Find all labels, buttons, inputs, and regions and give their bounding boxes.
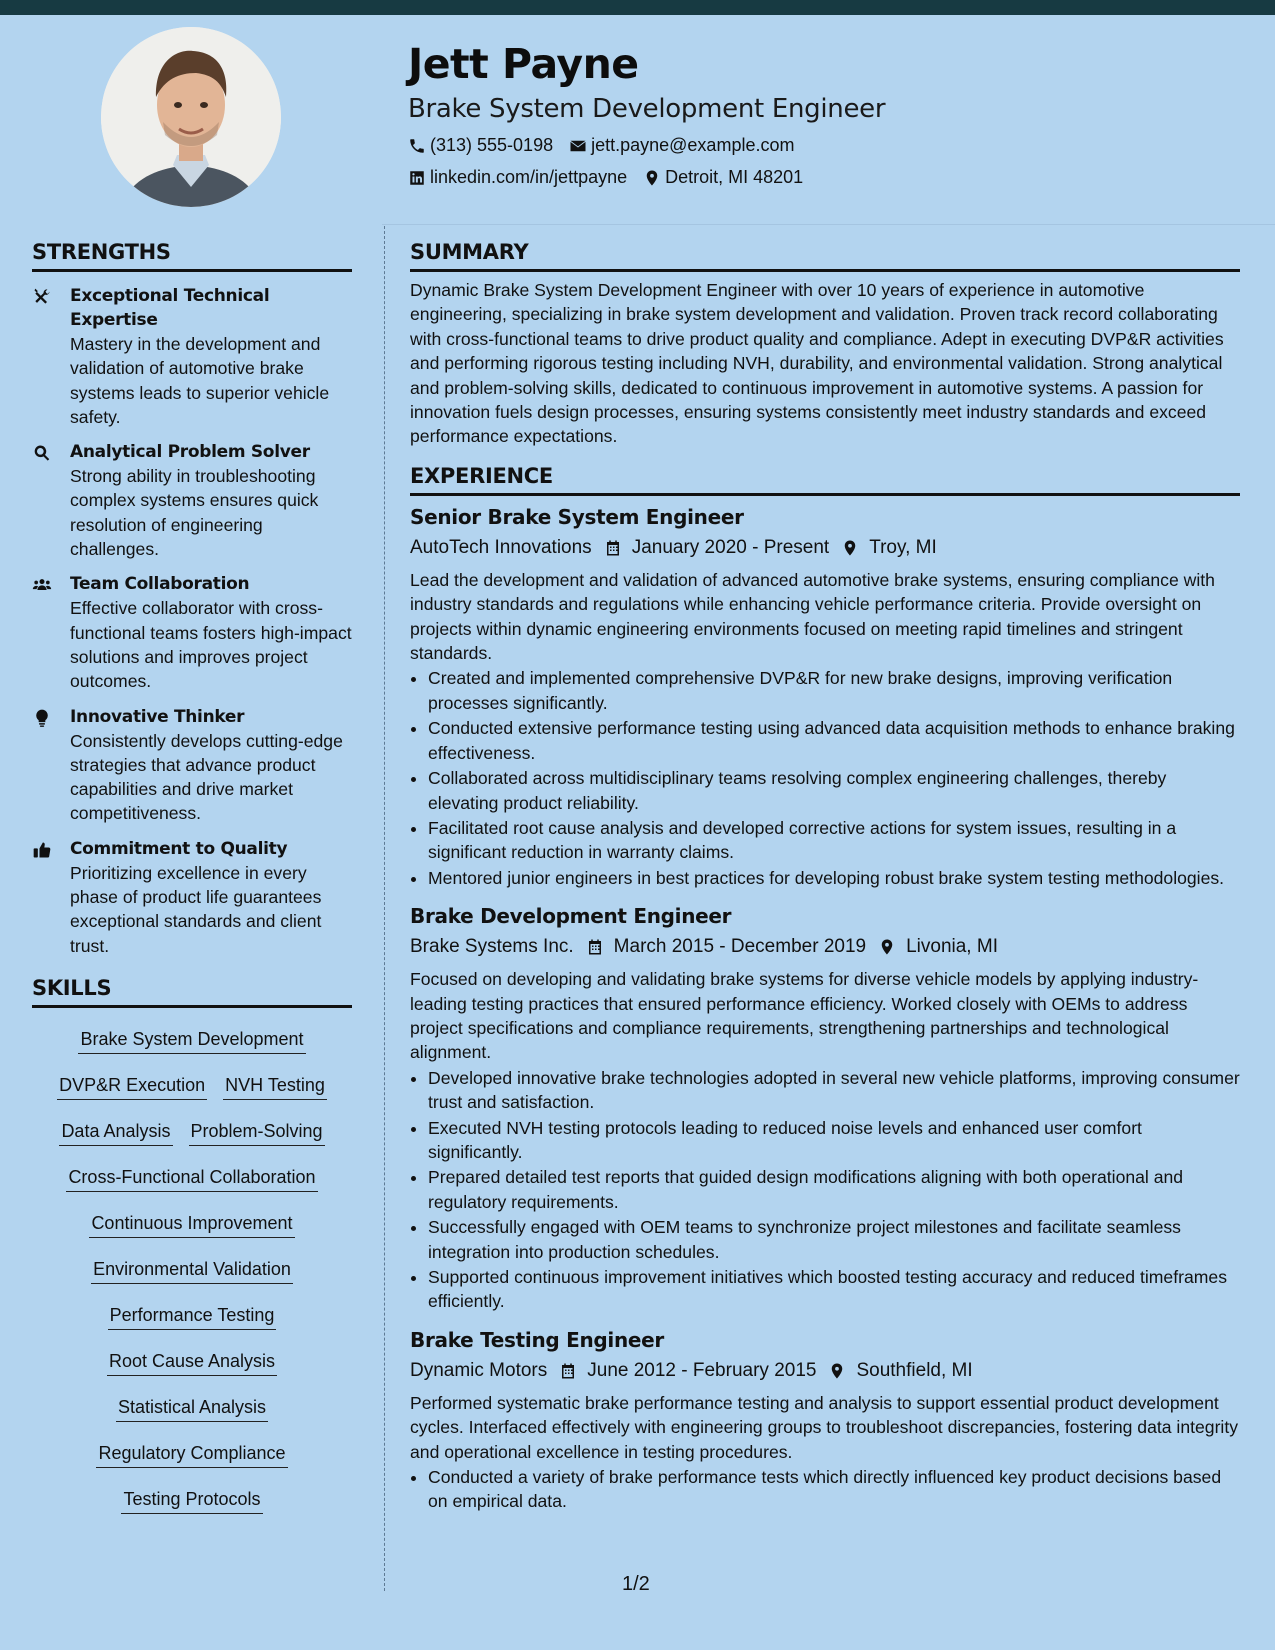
strength-title: Analytical Problem Solver (70, 442, 310, 463)
strength-desc: Effective collaborator with cross-functional teams fosters high-impact solutions and improves project outcomes. (70, 598, 352, 692)
location-text: Detroit, MI 48201 (665, 167, 804, 187)
bullet-item: • Executed NVH testing protocols leading to reduced noise levels and enhanced user comfort significantly. (428, 1116, 1240, 1165)
skill-tag: Brake System Development (78, 1027, 305, 1054)
strength-item (32, 284, 352, 429)
skill-tag: Statistical Analysis (116, 1395, 268, 1422)
job-bullets (410, 1465, 1240, 1514)
bullet-item: • Prepared detailed test reports that guided design modifications aligning with both operational and regulatory requirements. (428, 1165, 1240, 1214)
avatar-portrait (101, 27, 281, 207)
strength-desc: Consistently develops cutting-edge strategies that advance product capabilities and drive market competitiveness. (70, 730, 343, 824)
calendar-icon (604, 539, 622, 557)
company-name: Dynamic Motors (410, 1359, 548, 1381)
email-text[interactable]: jett.payne@example.com (591, 135, 795, 155)
header-divider (382, 224, 1275, 225)
bullet-item: • Collaborated across multidisciplinary teams resolving complex engineering challenges, thereby elevating product reliability. (428, 766, 1240, 815)
job-meta (410, 535, 1240, 561)
job-entry (410, 504, 1240, 890)
job-description: Focused on developing and validating brake systems for diverse vehicle models by applying industry-leading testing practices that ensured performance efficiency. Worked closely with OEMs to address project specifications and compliance requirements, strengthening partnerships and technological alignment. (410, 969, 1199, 1063)
bullet-item: • Developed innovative brake technologies adopted in several new vehicle platforms, improving consumer trust and satisfaction. (428, 1066, 1240, 1115)
phone-contact (408, 135, 553, 156)
job-entry (410, 903, 1240, 1314)
linkedin-icon (408, 169, 426, 187)
tools-icon (32, 287, 52, 307)
skill-tag: Continuous Improvement (89, 1211, 294, 1238)
strength-desc: Mastery in the development and validation of automotive brake systems leads to superior vehicle safety. (70, 334, 330, 427)
candidate-name: Jett Payne (408, 40, 639, 88)
job-location: Troy, MI (869, 536, 937, 558)
phone-text: (313) 555-0198 (430, 135, 554, 155)
bullet-item: • Mentored junior engineers in best practices for developing robust brake system testing methodologies. (428, 866, 1240, 890)
envelope-icon (569, 137, 587, 155)
job-entry (410, 1327, 1240, 1514)
strengths-heading: STRENGTHS (32, 240, 352, 272)
job-description: Performed systematic brake performance testing and analysis to support essential product development cycles. Interfaced effectively with engineering groups to troubleshoot discrepancies, fostering data integrity and operational excellence in testing procedures. (410, 1392, 1239, 1462)
search-icon (32, 443, 52, 463)
skill-tag: Environmental Validation (91, 1257, 293, 1284)
job-bullets (410, 666, 1240, 890)
strength-title: Innovative Thinker (70, 706, 245, 727)
left-column (32, 240, 352, 1528)
skill-tag: Root Cause Analysis (107, 1349, 277, 1376)
bullet-item: • Conducted a variety of brake performance tests which directly influenced key product decisions based on empirical data. (428, 1465, 1240, 1514)
job-description: Lead the development and validation of advanced automotive brake systems, ensuring compliance with industry standards and regulations while enhancing vehicle performance criteria. Provide oversight on projects within dynamic engineering environments focused on meeting rapid timelines and stringent standards. (410, 569, 1215, 664)
job-dates: March 2015 - December 2019 (613, 936, 867, 958)
contact-row (408, 167, 819, 188)
linkedin-contact[interactable] (408, 167, 627, 188)
job-location: Southfield, MI (856, 1359, 973, 1381)
skills-list (32, 1022, 352, 1528)
location-contact (643, 167, 803, 188)
summary-heading: SUMMARY (410, 240, 1240, 272)
email-contact[interactable] (569, 135, 794, 156)
job-dates: January 2020 - Present (631, 536, 830, 558)
bullet-item: • Created and implemented comprehensive DVP&R for new brake designs, improving verification processes significantly. (428, 666, 1240, 715)
skill-tag: Problem-Solving (189, 1119, 325, 1146)
strength-item (32, 572, 352, 693)
avatar (101, 27, 281, 207)
job-title: Brake Testing Engineer (410, 1327, 664, 1352)
job-title: Senior Brake System Engineer (410, 504, 744, 529)
strength-item (32, 705, 352, 826)
company-name: AutoTech Innovations (410, 536, 592, 558)
company-name: Brake Systems Inc. (410, 936, 574, 958)
skill-tag: Cross-Functional Collaboration (66, 1165, 317, 1192)
strength-title: Team Collaboration (70, 574, 250, 595)
map-pin-icon (643, 169, 661, 187)
top-accent-bar (0, 0, 1275, 15)
strength-item (32, 440, 352, 561)
skill-tag: Data Analysis (59, 1119, 172, 1146)
phone-icon (408, 137, 426, 155)
skill-tag: NVH Testing (223, 1073, 327, 1100)
contact-row (408, 135, 810, 156)
right-column (410, 240, 1240, 1514)
map-pin-icon (841, 539, 859, 557)
skill-tag: Regulatory Compliance (96, 1441, 287, 1468)
column-divider (384, 226, 385, 1591)
map-pin-icon (828, 1362, 846, 1380)
job-bullets (410, 1066, 1240, 1314)
skill-tag: Performance Testing (108, 1303, 277, 1330)
map-pin-icon (878, 938, 896, 956)
job-title: Brake Development Engineer (410, 904, 732, 929)
job-location: Livonia, MI (906, 936, 998, 958)
candidate-title: Brake System Development Engineer (408, 94, 886, 124)
calendar-icon (586, 938, 604, 956)
experience-heading: EXPERIENCE (410, 464, 1240, 496)
users-icon (32, 575, 52, 595)
strengths-list (32, 284, 352, 958)
thumbs-up-icon (32, 840, 52, 860)
strength-desc: Prioritizing excellence in every phase of product life guarantees exceptional standards and client trust. (70, 862, 322, 956)
bullet-item: • Conducted extensive performance testing using advanced data acquisition methods to enhance braking effectiveness. (428, 716, 1240, 765)
job-meta (410, 1358, 1240, 1384)
summary-text: Dynamic Brake System Development Engineer with over 10 years of experience in automotive engineering, specializing in brake system development and validation. Proven track record collaborating with cross-functional teams to drive product quality and compliance. Adept in executing DVP&R activities and performing rigorous testing including NVH, durability, and environmental validation. Strong analytical and problem-solving skills, dedicated to continuous improvement in automotive systems. A passion for innovation fuels design processes, ensuring systems consistently meet industry standards and exceed performance expectations. (410, 280, 1224, 447)
strength-title: Commitment to Quality (70, 838, 288, 859)
job-meta (410, 934, 1240, 960)
strength-item (32, 837, 352, 958)
bullet-item: • Facilitated root cause analysis and developed corrective actions for system issues, resulting in a significant reduction in warranty claims. (428, 816, 1240, 865)
strength-title: Exceptional Technical Expertise (70, 286, 270, 330)
bullet-item: • Supported continuous improvement initiatives which boosted testing accuracy and reduced timeframes efficiently. (428, 1265, 1240, 1314)
strength-desc: Strong ability in troubleshooting complex systems ensures quick resolution of engineering challenges. (70, 466, 319, 560)
bullet-item: • Successfully engaged with OEM teams to synchronize project milestones and facilitate seamless integration into production schedules. (428, 1215, 1240, 1264)
skill-tag: Testing Protocols (121, 1487, 262, 1514)
skills-heading: SKILLS (32, 976, 352, 1008)
skill-tag: DVP&R Execution (57, 1073, 207, 1100)
lightbulb-icon (32, 708, 52, 728)
calendar-icon (559, 1362, 577, 1380)
linkedin-text[interactable]: linkedin.com/in/jettpayne (430, 167, 628, 187)
page-number: 1/2 (622, 1573, 650, 1595)
job-dates: June 2012 - February 2015 (587, 1359, 817, 1381)
